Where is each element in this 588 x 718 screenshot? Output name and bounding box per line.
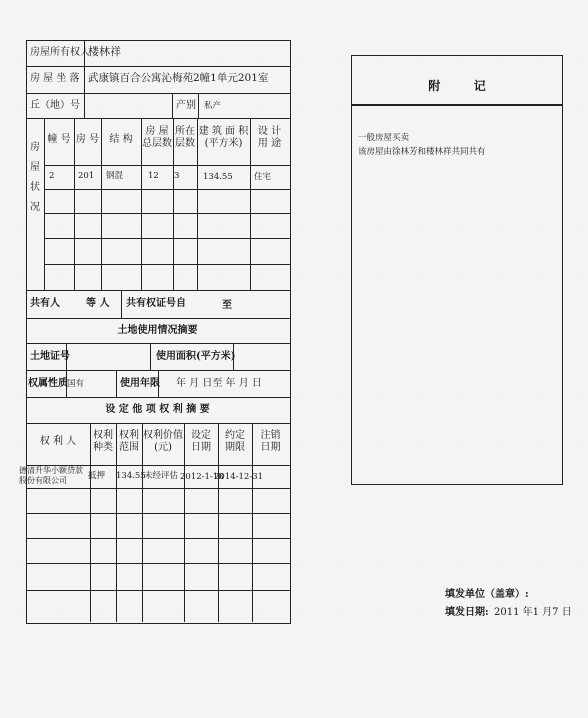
header-right-type: 权利 种类 [93,430,113,453]
header-area: 建 筑 面 积 (平方米) [198,126,249,149]
cell-holder: 德清升华小额贷款股份有限公司 [19,466,83,485]
header-holder: 权 利 人 [39,436,77,447]
co-cert-label: 共有权证号自 [126,298,186,309]
header-right-value: 权利价值 (元) [143,430,183,453]
notes-box [351,55,563,485]
lot-label: 丘（地）号 [30,100,80,111]
owner-value: 楼林祥 [88,45,121,58]
header-cancel-date: 注销 日期 [260,430,281,453]
co-owner-label: 共有人 [30,298,60,309]
status-label: 房屋状况 [30,142,40,213]
land-area-label: 使用面积(平方米) [156,351,236,362]
land-title: 土地使用情况摘要 [117,325,198,336]
header-use: 设 计 用 途 [257,126,282,149]
other-rights-title: 设 定 他 项 权 利 摘 要 [105,404,210,415]
cell-set-date: 2012-1-18 [180,472,224,482]
owner-label: 房屋所有权人 [30,47,90,58]
location-value: 武康镇百合公寓沁梅苑2幢1单元201室 [88,72,269,84]
co-cert-to: 至 [222,300,232,311]
issue-date-label: 填发日期: [445,607,489,618]
cell-total-floors: 12 [148,171,159,181]
header-building: 幢 号 [47,134,71,145]
header-floor: 所在 层数 [175,126,195,149]
land-cert-label: 土地证号 [30,351,70,362]
location-label: 房 屋 坐 落 [30,73,80,84]
cell-right-type: 抵押 [88,471,106,481]
header-right-scope: 权利 范围 [119,430,139,453]
use-period-label: 使用年限 [120,378,160,389]
cell-use: 住宅 [254,172,272,182]
rights-nature-label: 权属性质 [28,378,68,389]
note-line-1: 一般房屋买卖 [358,133,410,143]
header-total-floors: 房 屋 总层数 [142,126,172,149]
issuer-label: 填发单位（盖章）: [445,589,529,600]
header-room: 房 号 [75,134,100,145]
cell-area: 134.55 [203,172,233,182]
co-owner-count: 等 人 [86,298,110,309]
cell-structure: 钢混 [106,171,124,181]
header-term: 约定 期限 [225,430,245,453]
issue-date-value: 2011 年1 月7 日 [494,607,572,618]
header-set-date: 设定 日期 [191,430,211,453]
cell-right-scope: 134.55 [116,471,146,481]
prop-type-label: 产别 [176,100,196,111]
rights-nature-value: 国有 [67,379,85,389]
prop-type-value: 私产 [204,101,222,111]
header-structure: 结 构 [109,134,133,145]
cell-building: 2 [49,171,55,181]
cell-floor: 3 [174,171,180,181]
use-period-value: 年 月 日至 年 月 日 [176,378,262,389]
note-line-2: 该房屋由徐林芳和楼林祥共同共有 [358,147,486,157]
cell-room: 201 [78,171,95,181]
cell-right-value: 未经评估 [144,471,179,481]
notes-title: 附 记 [428,79,486,93]
cell-term: 2014-12-31 [214,472,264,482]
